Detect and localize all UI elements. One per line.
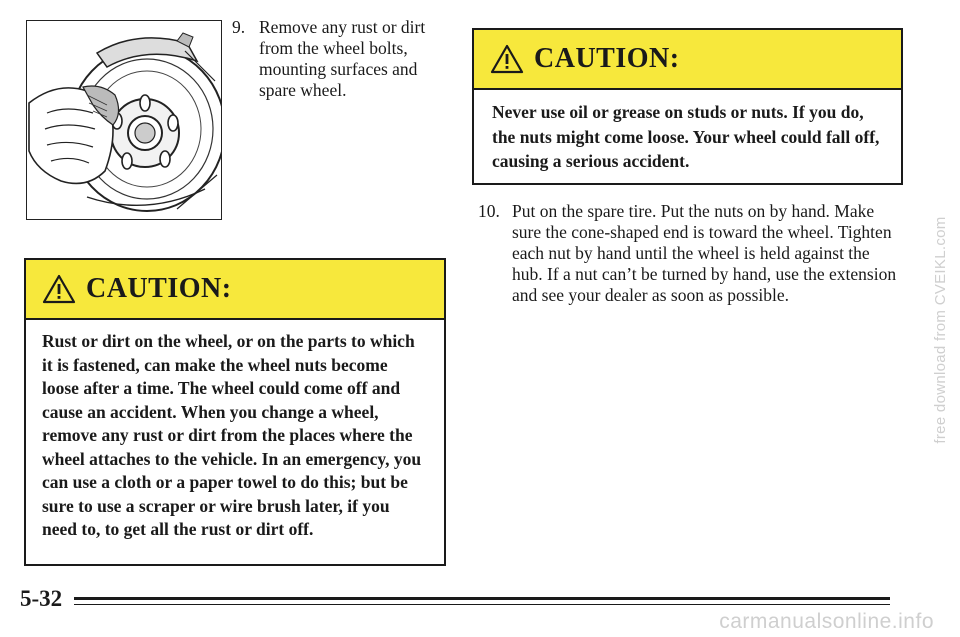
wheel-hub-cleaning-illustration xyxy=(27,21,221,219)
step-text: Put on the spare tire. Put the nuts on by hand. Make sure the cone-shaped end is toward the wheel. Tighten each nut by hand until the wheel is held against the hub. If a nut can’t be turned by hand, use the extension and see your dealer as soon as possible. xyxy=(512,201,897,305)
step-9 xyxy=(232,17,432,101)
step-number: 9. xyxy=(232,17,246,37)
caution-box-rust-dirt xyxy=(24,258,446,566)
caution-text: Never use oil or grease on studs or nuts. If you do, the nuts might come loose. Your wheel could fall off, causing a serious accident. xyxy=(492,102,880,171)
caution-box-oil-grease xyxy=(472,28,903,185)
side-watermark: free download from CVEIKL.com xyxy=(932,216,949,444)
warning-triangle-icon xyxy=(490,44,524,74)
caution-title: CAUTION: xyxy=(534,43,680,74)
caution-title: CAUTION: xyxy=(86,273,232,304)
page-number: 5-32 xyxy=(20,586,63,611)
wheel-hub-illustration xyxy=(26,20,222,220)
caution-header xyxy=(474,30,901,90)
step-10 xyxy=(478,201,898,306)
footer-rule xyxy=(74,597,890,600)
caution-header xyxy=(26,260,444,320)
step-number: 10. xyxy=(478,201,500,221)
footer-rule-thin xyxy=(74,604,890,605)
caution-text: Rust or dirt on the wheel, or on the parts to which it is fastened, can make the wheel nuts become loose after a time. The wheel could come off and cause an accident. When you change a wheel, remove any rust or dirt from the places where the wheel attaches to the vehicle. In an emergency, you can use a cloth or a paper towel to do this; but be sure to use a scraper or wire brush later, if you need to, to get all the rust or dirt off. xyxy=(42,331,422,539)
step-text: Remove any rust or dirt from the wheel bolts, mounting surfaces and spare wheel. xyxy=(259,17,426,100)
bottom-watermark: carmanualsonline.info xyxy=(719,610,934,633)
warning-triangle-icon xyxy=(42,274,76,304)
